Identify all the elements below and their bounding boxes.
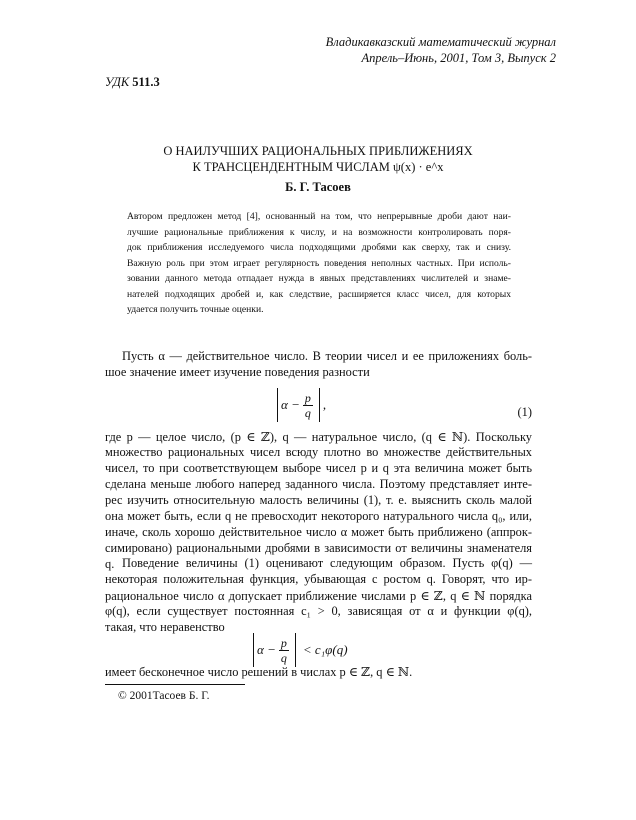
body-line: множество рациональных чисел всюду плотно во множестве действительных bbox=[105, 445, 532, 459]
body-line: где p — целое число, (p ∈ ℤ), q — натуральное число, (q ∈ ℕ). Поскольку bbox=[105, 430, 532, 444]
body-line: такая, что неравенство bbox=[105, 620, 225, 634]
body-line: некоторая положительная функция, убывающая с ростом q. Говорят, что ир- bbox=[105, 572, 532, 586]
udk bbox=[105, 75, 160, 90]
udk-code: 511.3 bbox=[132, 75, 160, 89]
body-line: имеет бесконечное число решений в числах p ∈ ℤ, q ∈ ℕ. bbox=[105, 665, 413, 679]
body-line: Поведение величины (1) оценивают следующим образом. Пусть φ(q) — bbox=[122, 556, 532, 570]
footnote: © 2001Тасоев Б. Г. bbox=[118, 690, 210, 702]
body-line: симировано) рациональными дробями в зависимости от величины знаменателя bbox=[105, 541, 532, 555]
abstract-line: зовании данного метода отпадает нужда в явных представлениях числителей и знаме- bbox=[127, 273, 511, 284]
abstract-line: Автором предложен метод [4], основанный на том, что непрерывные дроби дают наи- bbox=[127, 211, 511, 222]
eq1-denominator: q bbox=[304, 405, 311, 420]
eq1-lhs: α − bbox=[281, 397, 300, 412]
title-line-1: О НАИЛУЧШИХ РАЦИОНАЛЬНЫХ ПРИБЛИЖЕНИЯХ bbox=[163, 144, 473, 158]
abstract-line: Важную роль при этом играет регулярность поведения неполных частных. При исполь- bbox=[127, 258, 511, 269]
eq1-numerator: p bbox=[304, 390, 311, 405]
body-line: q. bbox=[105, 557, 115, 571]
abstract-line: нателей подходящих дробей и, как следствие, расширяется класс чисел, для которых bbox=[127, 289, 511, 300]
body-line: шое значение имеет изучение поведения разности bbox=[105, 365, 370, 379]
abstract-line: док приближения исследуемого числа подходящими дробями как сверху, так и снизу. bbox=[127, 242, 511, 253]
eq1-comma: , bbox=[322, 397, 327, 412]
eq2-lhs: α − bbox=[257, 642, 276, 657]
body-line: рес изучить относительную малость величины (1), т. е. выяснить сколь малой bbox=[105, 493, 532, 507]
body-line: φ(q), если существует постоянная c₁ > 0, зависящая от α и функции φ(q), bbox=[105, 604, 532, 618]
body-line: чисел, то при соответствующем выборе чисел p и q эта величина может быть bbox=[105, 461, 532, 475]
eq2-rhs: < c₁φ(q) bbox=[302, 642, 348, 657]
author: Б. Г. Тасоев bbox=[285, 180, 351, 194]
body-line: сделана меньше любого наперед заданного числа. Поэтому представляет инте- bbox=[105, 477, 532, 491]
footnote-rule bbox=[105, 684, 245, 685]
eq2-numerator: p bbox=[280, 635, 287, 650]
equation-1 bbox=[274, 388, 326, 422]
title-line-2: К ТРАНСЦЕНДЕНТНЫМ ЧИСЛАМ ψ(x) · e^x bbox=[192, 160, 444, 174]
abstract-line: лучшие рациональные приближения к числу, и на возможности контролировать поря- bbox=[127, 227, 511, 238]
equation-number: (1) bbox=[517, 405, 532, 419]
body-line: иначе, сколь хорошо действительное число α может быть приближено (аппрок- bbox=[105, 525, 532, 539]
body-line: рациональное число α допускает приближение числами p ∈ ℤ, q ∈ ℕ порядка bbox=[105, 589, 532, 603]
abs-bar bbox=[295, 633, 296, 667]
udk-label: УДК bbox=[105, 75, 130, 89]
equation-2 bbox=[250, 633, 348, 667]
journal-name: Владикавказский математический журнал bbox=[325, 35, 556, 49]
eq2-denominator: q bbox=[280, 650, 287, 665]
abstract-line: удается получить точные оценки. bbox=[127, 304, 264, 315]
body-line: Пусть α — действительное число. В теории чисел и ее приложениях боль- bbox=[122, 349, 532, 363]
journal-issue: Апрель–Июнь, 2001, Том 3, Выпуск 2 bbox=[361, 51, 556, 65]
abs-bar bbox=[253, 633, 254, 667]
body-line: она может быть, если q не превосходит некоторого натурального числа q₀, или, bbox=[105, 509, 532, 523]
